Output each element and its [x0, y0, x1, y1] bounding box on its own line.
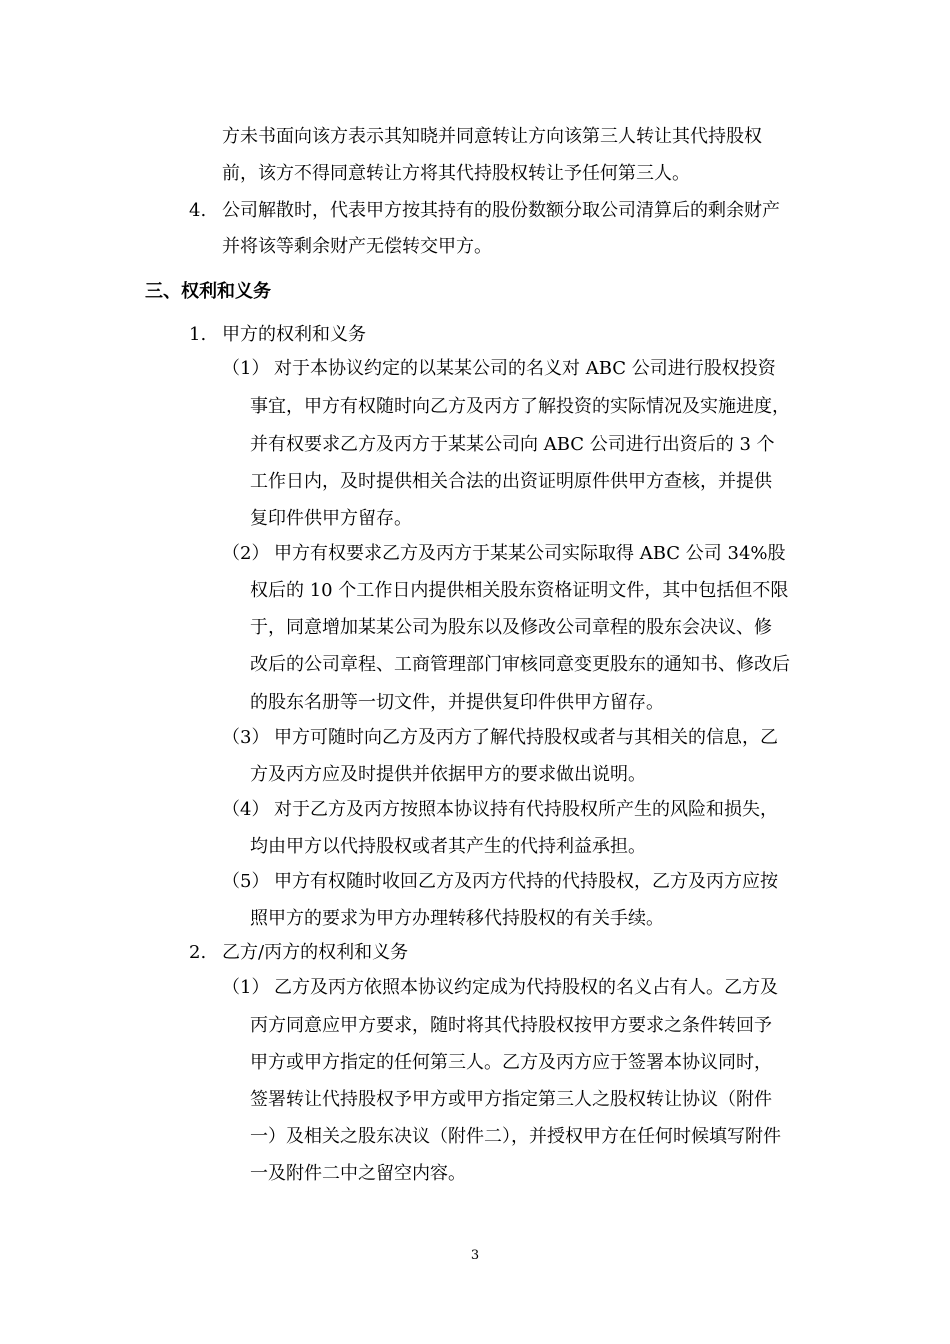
- clause-b1-line-6: 一及附件二中之留空内容。: [250, 1163, 466, 1184]
- continuation-line-1: 方未书面向该方表示其知晓并同意转让方向该第三人转让其代持股权: [222, 126, 762, 147]
- clause-b1-line-1: 乙方及丙方依照本协议约定成为代持股权的名义占有人。乙方及: [274, 977, 778, 998]
- clause-b1-marker: （1）: [222, 977, 270, 998]
- item-4-line-2: 并将该等剩余财产无偿转交甲方。: [222, 236, 492, 257]
- clause-a2-line-3: 于，同意增加某某公司为股东以及修改公司章程的股东会决议、修: [250, 617, 772, 638]
- clause-b1-line-3: 甲方或甲方指定的任何第三人。乙方及丙方应于签署本协议同时，: [250, 1052, 772, 1073]
- clause-a2-line-4: 改后的公司章程、工商管理部门审核同意变更股东的通知书、修改后: [250, 654, 790, 675]
- clause-a2-line-1: 甲方有权要求乙方及丙方于某某公司实际取得 ABC 公司 34%股: [274, 543, 786, 564]
- clause-a1-marker: （1）: [222, 358, 270, 379]
- subsection-2-title: 乙方/丙方的权利和义务: [222, 942, 409, 963]
- subsection-1-title: 甲方的权利和义务: [222, 324, 366, 345]
- item-4-number: 4.: [189, 200, 207, 221]
- clause-a1-line-1: 对于本协议约定的以某某公司的名义对 ABC 公司进行股权投资: [274, 358, 776, 379]
- clause-a4-marker: （4）: [222, 799, 270, 820]
- subsection-2-number: 2.: [189, 942, 207, 963]
- clause-a3-line-1: 甲方可随时向乙方及丙方了解代持股权或者与其相关的信息，乙: [274, 727, 778, 748]
- clause-a2-line-5: 的股东名册等一切文件，并提供复印件供甲方留存。: [250, 692, 664, 713]
- subsection-1-number: 1.: [189, 324, 207, 345]
- clause-a5-marker: （5）: [222, 871, 270, 892]
- clause-b1-line-4: 签署转让代持股权予甲方或甲方指定第三人之股权转让协议（附件: [250, 1089, 772, 1110]
- clause-a1-line-4: 工作日内，及时提供相关合法的出资证明原件供甲方查核，并提供: [250, 471, 772, 492]
- clause-a3-line-2: 方及丙方应及时提供并依据甲方的要求做出说明。: [250, 764, 646, 785]
- continuation-line-2: 前，该方不得同意转让方将其代持股权转让予任何第三人。: [222, 163, 690, 184]
- clause-a5-line-2: 照甲方的要求为甲方办理转移代持股权的有关手续。: [250, 908, 664, 929]
- clause-a4-line-2: 均由甲方以代持股权或者其产生的代持利益承担。: [250, 836, 646, 857]
- item-4-line-1: 公司解散时，代表甲方按其持有的股份数额分取公司清算后的剩余财产: [222, 200, 780, 221]
- clause-b1-line-2: 丙方同意应甲方要求，随时将其代持股权按甲方要求之条件转回予: [250, 1015, 772, 1036]
- clause-a1-line-5: 复印件供甲方留存。: [250, 508, 412, 529]
- clause-a1-line-2: 事宜，甲方有权随时向乙方及丙方了解投资的实际情况及实施进度，: [250, 396, 790, 417]
- clause-a4-line-1: 对于乙方及丙方按照本协议持有代持股权所产生的风险和损失，: [274, 799, 778, 820]
- page-number: 3: [470, 1248, 480, 1263]
- clause-a3-marker: （3）: [222, 727, 270, 748]
- clause-a1-line-3: 并有权要求乙方及丙方于某某公司向 ABC 公司进行出资后的 3 个: [250, 434, 775, 455]
- clause-b1-line-5: 一）及相关之股东决议（附件二），并授权甲方在任何时候填写附件: [250, 1126, 781, 1147]
- section-3-heading: 三、权利和义务: [145, 281, 271, 302]
- clause-a5-line-1: 甲方有权随时收回乙方及丙方代持的代持股权，乙方及丙方应按: [274, 871, 778, 892]
- clause-a2-marker: （2）: [222, 543, 270, 564]
- clause-a2-line-2: 权后的 10 个工作日内提供相关股东资格证明文件，其中包括但不限: [250, 580, 789, 601]
